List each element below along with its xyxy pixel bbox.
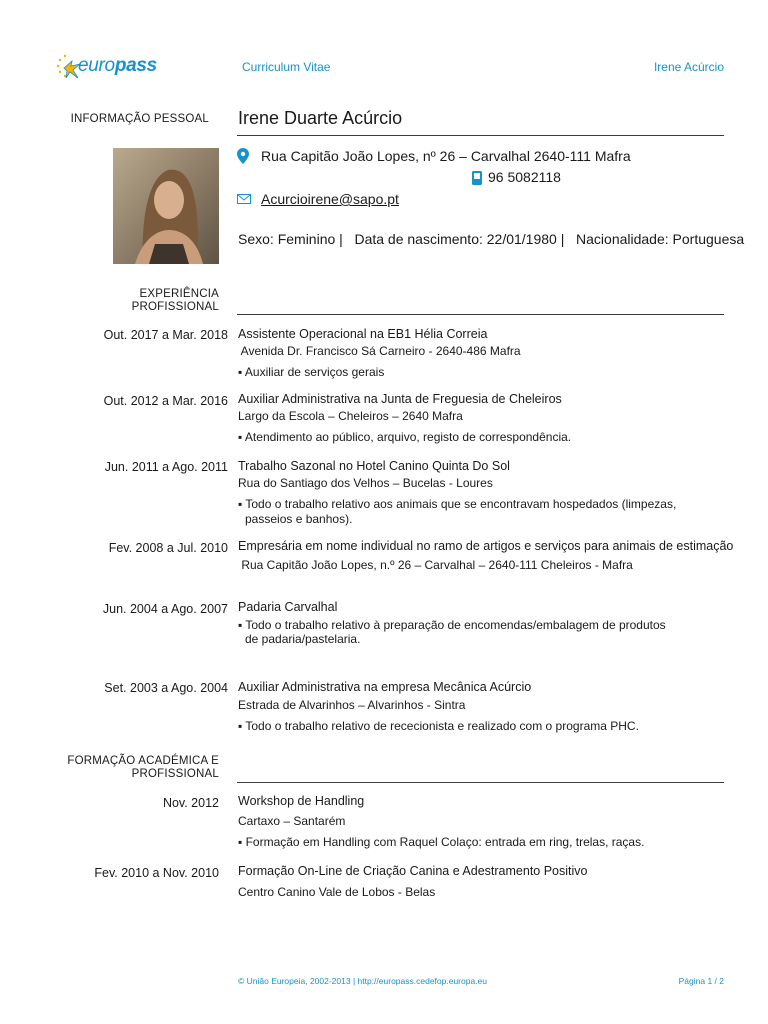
job-title: Auxiliar Administrativa na empresa Mecânica Acúrcio bbox=[238, 680, 532, 694]
job-place: Avenida Dr. Francisco Sá Carneiro - 2640-486 Mafra bbox=[238, 344, 521, 358]
job-place: Rua do Santiago dos Velhos – Bucelas - Loures bbox=[238, 476, 493, 490]
profile-photo bbox=[113, 148, 219, 264]
job-title: Empresária em nome individual no ramo de artigos e serviços para animais de estimação bbox=[238, 539, 734, 553]
email-icon bbox=[237, 194, 251, 204]
job-date: Out. 2012 a Mar. 2016 bbox=[103, 394, 228, 408]
logo-text-euro: euro bbox=[78, 55, 115, 76]
section-label-personal: INFORMAÇÃO PESSOAL bbox=[70, 113, 209, 125]
education-title: Formação On-Line de Criação Canina e Adestramento Positivo bbox=[238, 864, 588, 878]
job-bullet: ▪ Atendimento ao público, arquivo, registo de correspondência. bbox=[238, 430, 572, 444]
education-date: Fev. 2010 a Nov. 2010 bbox=[94, 866, 219, 880]
job-date: Jun. 2004 a Ago. 2007 bbox=[102, 602, 228, 616]
doc-title: Curriculum Vitae bbox=[242, 60, 331, 74]
job-bullet-continued: de padaria/pastelaria. bbox=[245, 632, 361, 646]
job-place: Largo da Escola – Cheleiros – 2640 Mafra bbox=[238, 409, 463, 423]
section-label-education: FORMAÇÃO ACADÉMICA E PROFISSIONAL bbox=[67, 755, 219, 780]
education-date: Nov. 2012 bbox=[162, 796, 219, 810]
full-name: Irene Duarte Acúrcio bbox=[238, 108, 403, 128]
job-title: Assistente Operacional na EB1 Hélia Correia bbox=[238, 327, 488, 341]
job-title: Padaria Carvalhal bbox=[238, 600, 338, 614]
phone-text: 96 5082118 bbox=[488, 169, 561, 185]
job-title: Auxiliar Administrativa na Junta de Freguesia de Cheleiros bbox=[238, 392, 562, 406]
education-title: Workshop de Handling bbox=[238, 794, 365, 808]
europass-logo bbox=[54, 52, 164, 82]
job-bullet-continued: passeios e banhos). bbox=[245, 512, 353, 526]
job-title: Trabalho Sazonal no Hotel Canino Quinta Do Sol bbox=[238, 459, 510, 473]
section-divider bbox=[237, 135, 724, 136]
mobile-phone-icon bbox=[472, 171, 482, 185]
job-date: Jun. 2011 a Ago. 2011 bbox=[104, 460, 228, 474]
section-divider bbox=[237, 782, 724, 783]
email-link[interactable]: Acurcioirene@sapo.pt bbox=[261, 191, 399, 207]
logo-text-pass: pass bbox=[114, 55, 157, 76]
job-place: Rua Capitão João Lopes, n.º 26 – Carvalhal – 2640-111 Cheleiros - Mafra bbox=[238, 558, 633, 572]
job-date: Set. 2003 a Ago. 2004 bbox=[104, 681, 228, 695]
page-number: Página 1 / 2 bbox=[678, 976, 724, 986]
job-place: Estrada de Alvarinhos – Alvarinhos - Sintra bbox=[238, 698, 466, 712]
job-bullet: ▪ Todo o trabalho relativo à preparação de encomendas/embalagem de produtos bbox=[238, 618, 666, 632]
job-date: Out. 2017 a Mar. 2018 bbox=[103, 328, 228, 342]
personal-details: Sexo: Feminino | Data de nascimento: 22/01/1980 | Nacionalidade: Portuguesa bbox=[238, 231, 745, 247]
footer-copyright-link[interactable]: © União Europeia, 2002-2013 | http://europass.cedefop.europa.eu bbox=[238, 976, 488, 986]
section-label-experience: EXPERIÊNCIA PROFISSIONAL bbox=[131, 288, 219, 313]
job-bullet: ▪ Auxiliar de serviços gerais bbox=[238, 365, 385, 379]
education-place: Cartaxo – Santarém bbox=[238, 814, 346, 828]
section-divider bbox=[237, 314, 724, 315]
education-bullet: ▪ Formação em Handling com Raquel Colaço: entrada em ring, trelas, raças. bbox=[238, 835, 645, 849]
header-person-name: Irene Acúrcio bbox=[653, 60, 724, 74]
job-bullet: ▪ Todo o trabalho relativo aos animais que se encontravam hospedados (limpezas, bbox=[238, 497, 677, 511]
location-pin-icon bbox=[237, 148, 249, 164]
address-text: Rua Capitão João Lopes, nº 26 – Carvalhal 2640-111 Mafra bbox=[261, 148, 631, 164]
job-date: Fev. 2008 a Jul. 2010 bbox=[108, 541, 228, 555]
job-bullet: ▪ Todo o trabalho relativo de rececionista e realizado com o programa PHC. bbox=[238, 719, 639, 733]
education-place: Centro Canino Vale de Lobos - Belas bbox=[238, 885, 436, 899]
